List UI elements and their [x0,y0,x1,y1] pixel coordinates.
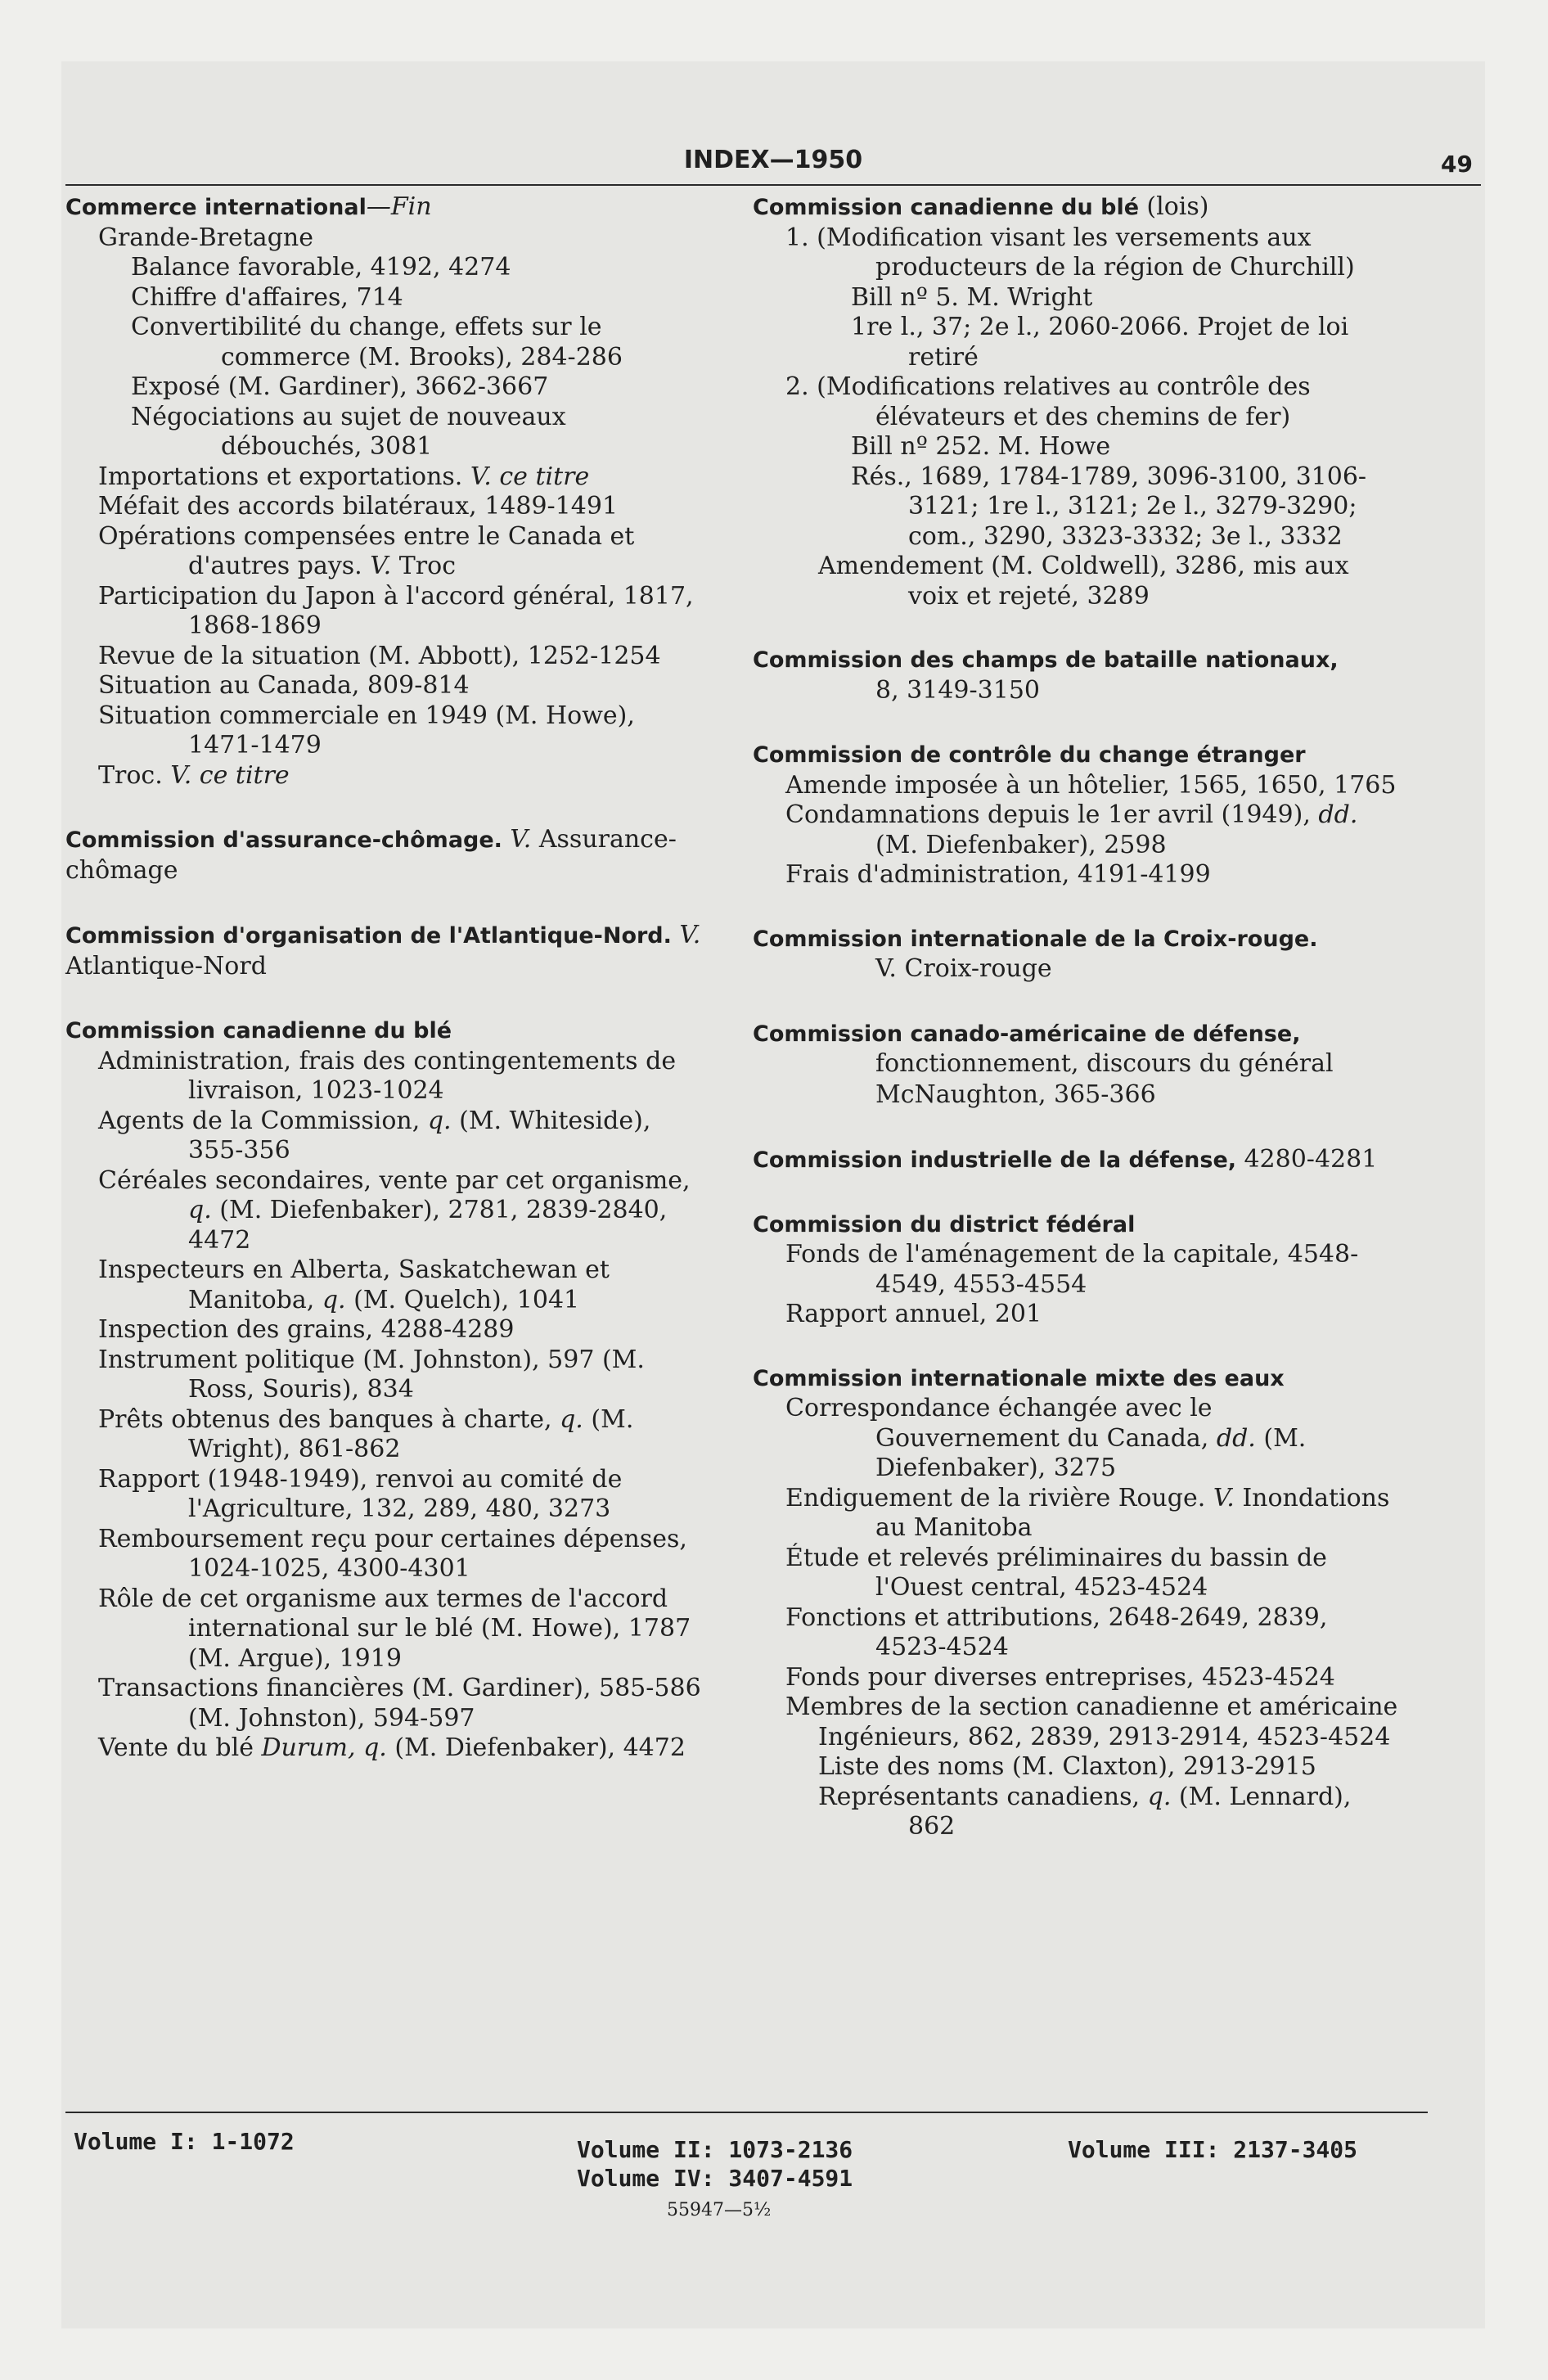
index-heading: Commission internationale de la Croix-rouge. V. Croix-rouge [753,926,1318,983]
index-entry: Rés., 1689, 1784-1789, 3096-3100, 3106-3121; 1re l., 3121; 2e l., 3279-3290; com., 3290, 3323-3332; 3e l., 3332 [851,462,1367,551]
print-code: 55947—5½ [667,2200,772,2220]
index-entry: Participation du Japon à l'accord général, 1817, 1868-1869 [98,581,694,640]
page-number: 49 [1441,151,1473,178]
index-entry: Remboursement reçu pour certaines dépenses, 1024-1025, 4300-4301 [98,1524,687,1583]
index-entry: Amendement (M. Coldwell), 3286, mis aux voix et rejeté, 3289 [818,552,1349,611]
index-entry: Balance favorable, 4192, 4274 [131,253,511,282]
index-entry: Céréales secondaires, vente par cet organisme, q. (M. Diefenbaker), 2781, 2839-2840, 4472 [98,1165,691,1255]
index-entry: Bill nº 5. M. Wright [851,282,1093,312]
index-entry: Endiguement de la rivière Rouge. V. Inondations au Manitoba [785,1483,1390,1542]
index-entry: Importations et exportations. V. ce titre [98,462,590,491]
page-title: INDEX—1950 [683,146,863,174]
page-header [61,139,1485,188]
index-entry: Rapport annuel, 201 [785,1300,1042,1328]
index-heading: Commission d'organisation de l'Atlantique-Nord. V. Atlantique-Nord [65,921,701,980]
page-footer [61,2120,1485,2226]
index-entry: Chiffre d'affaires, 714 [131,282,403,312]
index-entry: Administration, frais des contingentements de livraison, 1023-1024 [98,1046,677,1105]
index-entry: Situation au Canada, 809-814 [98,671,470,700]
index-entry: Revue de la situation (M. Abbott), 1252-1254 [98,641,661,670]
index-entry: Ingénieurs, 862, 2839, 2913-2914, 4523-4524 [818,1722,1391,1751]
index-entry: Convertibilité du change, effets sur le commerce (M. Brooks), 284-286 [131,313,623,372]
index-entry: Rapport (1948-1949), renvoi au comité de l'Agriculture, 132, 289, 480, 3273 [98,1464,623,1523]
index-entry: Fonds pour diverses entreprises, 4523-4524 [785,1662,1335,1692]
index-entry: Situation commerciale en 1949 (M. Howe), 1471-1479 [98,701,635,760]
index-entry: Opérations compensées entre le Canada et d'autres pays. V. Troc [98,521,635,580]
index-entry: Négociations au sujet de nouveaux débouchés, 3081 [131,402,566,461]
index-entry: Bill nº 252. M. Howe [851,432,1111,461]
footer-rule [65,2112,1428,2113]
index-heading: Commission du district fédéral [753,1211,1136,1237]
index-entry: Frais d'administration, 4191-4199 [785,860,1211,889]
index-entry: Vente du blé Durum, q. (M. Diefenbaker), 4472 [98,1733,686,1762]
index-entry: Amende imposée à un hôtelier, 1565, 1650, 1765 [785,770,1397,800]
index-entry: Inspection des grains, 4288-4289 [98,1315,515,1344]
index-entry: Méfait des accords bilatéraux, 1489-1491 [98,492,619,521]
index-entry: 2. (Modifications relatives au contrôle des élévateurs et des chemins de fer) [785,372,1311,431]
index-heading: Commission de contrôle du change étranger [753,742,1306,768]
header-rule [65,184,1481,186]
right-column [753,192,1399,1842]
left-column [65,192,712,1764]
index-heading: Commerce international—Fin [65,192,432,221]
volume-range: Volume IV: 3407-4591 [577,2165,853,2192]
index-entry: 1. (Modification visant les versements aux producteurs de la région de Churchill) [785,223,1355,282]
index-entry: Prêts obtenus des banques à charte, q. (M. Wright), 861-862 [98,1404,634,1463]
index-entry: Instrument politique (M. Johnston), 597 (M. Ross, Souris), 834 [98,1345,645,1404]
index-heading: Commission canadienne du blé (lois) [753,192,1209,221]
index-heading: Commission des champs de bataille nationaux, 8, 3149-3150 [753,647,1339,705]
index-entry: Étude et relevés préliminaires du bassin de l'Ouest central, 4523-4524 [785,1543,1327,1602]
index-entry: Inspecteurs en Alberta, Saskatchewan et Manitoba, q. (M. Quelch), 1041 [98,1255,610,1314]
index-entry: Correspondance échangée avec le Gouvernement du Canada, dd. (M. Diefenbaker), 3275 [785,1394,1307,1482]
index-entry: Condamnations depuis le 1er avril (1949), dd. (M. Diefenbaker), 2598 [785,800,1358,859]
index-entry: Fonds de l'aménagement de la capitale, 4548-4549, 4553-4554 [785,1240,1359,1299]
index-entry: Fonctions et attributions, 2648-2649, 2839, 4523-4524 [785,1602,1328,1661]
index-heading: Commission internationale mixte des eaux [753,1365,1285,1391]
index-entry: Membres de la section canadienne et américaine [785,1693,1398,1721]
volume-range: Volume III: 2137-3405 [1068,2136,1358,2163]
index-entry: Liste des noms (M. Claxton), 2913-2915 [818,1752,1316,1781]
index-heading: Commission canado-américaine de défense, fonctionnement, discours du général McNaughton, 365-366 [753,1021,1334,1109]
index-entry: 1re l., 37; 2e l., 2060-2066. Projet de loi retiré [851,313,1349,372]
index-heading: Commission industrielle de la défense, 4280-4281 [753,1145,1378,1174]
index-entry: Représentants canadiens, q. (M. Lennard), 862 [818,1782,1352,1841]
volume-range: Volume I: 1-1072 [74,2128,295,2155]
index-page [61,61,1485,2328]
index-heading: Commission canadienne du blé [65,1018,452,1044]
index-entry: Transactions financières (M. Gardiner), 585-586 (M. Johnston), 594-597 [98,1674,701,1733]
index-entry: Agents de la Commission, q. (M. Whiteside), 355-356 [98,1106,651,1165]
volume-range: Volume II: 1073-2136 [577,2136,853,2163]
index-entry: Troc. V. ce titre [98,760,290,790]
index-heading: Commission d'assurance-chômage. V. Assurance-chômage [65,825,677,885]
sub-heading: Grande-Bretagne [98,223,313,252]
index-entry: Rôle de cet organisme aux termes de l'accord international sur le blé (M. Howe), 1787 (M. Argue), 1919 [98,1584,691,1673]
index-entry: Exposé (M. Gardiner), 3662-3667 [131,372,549,401]
